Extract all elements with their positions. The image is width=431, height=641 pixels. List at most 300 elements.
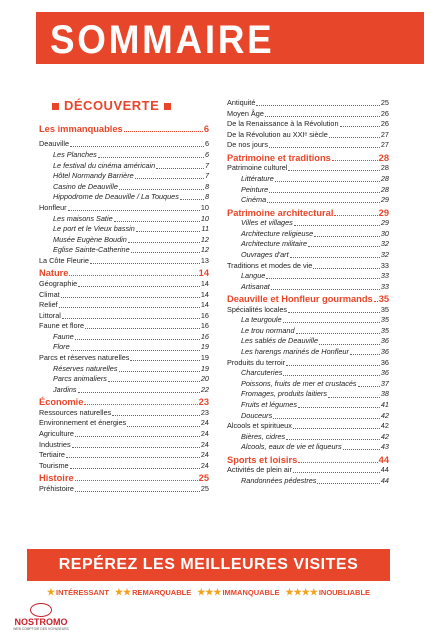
- toc-page-number: 28: [380, 184, 389, 194]
- leader-dots: [265, 116, 380, 117]
- leader-dots: [288, 170, 379, 171]
- toc-entry-row[interactable]: [39, 235, 209, 246]
- legend-label: IMMANQUABLE: [222, 587, 280, 597]
- leader-dots: [136, 231, 201, 232]
- toc-page-number: 8: [204, 192, 209, 202]
- toc-page-number: 25: [200, 483, 209, 493]
- toc-entry-title: Activités de plein air: [227, 465, 292, 475]
- toc-page-number: 30: [380, 228, 389, 238]
- section-heading-decouverte: [52, 98, 171, 113]
- leader-dots: [275, 181, 380, 182]
- toc-entry-title: Langue: [241, 271, 266, 281]
- toc-page-number: 32: [380, 249, 389, 259]
- toc-entry-title: Ouvrages d'art: [241, 249, 289, 259]
- toc-entry-title: Climat: [39, 289, 60, 299]
- toc-entry-title: Architecture religieuse: [241, 228, 314, 238]
- toc-entry-row[interactable]: [227, 389, 389, 400]
- toc-entry-title: Deauville: [39, 139, 70, 149]
- toc-entry-row[interactable]: [39, 171, 209, 182]
- square-bullet-icon: [164, 103, 171, 110]
- rating-legend: [27, 581, 390, 603]
- leader-dots: [271, 289, 380, 290]
- toc-entry-row[interactable]: [227, 229, 389, 240]
- toc-entry-title: Fruits et légumes: [241, 400, 297, 410]
- leader-dots: [298, 462, 377, 463]
- toc-page-number: 25: [380, 98, 389, 107]
- toc-entry-row[interactable]: [227, 368, 389, 379]
- leader-dots: [283, 322, 380, 323]
- toc-page-number: 43: [380, 442, 389, 452]
- toc-entry-row[interactable]: [227, 261, 389, 272]
- leader-dots: [290, 257, 380, 258]
- toc-entry-row[interactable]: [227, 98, 389, 109]
- toc-entry-row[interactable]: [227, 411, 389, 422]
- toc-entry-title: Sports et loisirs: [227, 454, 298, 465]
- toc-entry-row[interactable]: [227, 271, 389, 282]
- leader-dots: [119, 189, 204, 190]
- toc-entry-row[interactable]: [39, 245, 209, 256]
- toc-left-column: [39, 122, 209, 494]
- toc-entry-title: Moyen Âge: [227, 108, 264, 118]
- toc-entry-title: Fromages, produits laitiers: [241, 389, 327, 399]
- toc-entry-title: Littérature: [241, 173, 274, 183]
- toc-right-column: [227, 98, 389, 487]
- toc-entry-title: Industries: [39, 439, 71, 449]
- leader-dots: [75, 491, 200, 492]
- toc-page-number: 13: [200, 255, 209, 265]
- leader-dots: [328, 397, 380, 398]
- toc-entry-row[interactable]: [39, 429, 209, 440]
- toc-page-number: 29: [378, 207, 389, 218]
- leader-dots: [256, 105, 379, 106]
- leader-dots: [343, 449, 380, 450]
- toc-entry-title: Littoral: [39, 310, 61, 320]
- leader-dots: [350, 354, 380, 355]
- leader-dots: [286, 365, 380, 366]
- toc-page-number: 7: [204, 160, 209, 170]
- toc-entry-row[interactable]: [227, 400, 389, 411]
- toc-page-number: 6: [204, 139, 209, 149]
- toc-page-number: 24: [200, 439, 209, 449]
- leader-dots: [332, 160, 378, 161]
- toc-page-number: 29: [380, 195, 389, 205]
- star-icon: ★: [46, 586, 55, 597]
- toc-entry-row[interactable]: [39, 408, 209, 419]
- toc-entry-title: Hippodrome de Deauville / La Touques: [53, 192, 179, 202]
- toc-page-number: 23: [200, 407, 209, 417]
- toc-page-number: 11: [201, 224, 209, 234]
- toc-page-number: 35: [380, 304, 389, 314]
- toc-entry-title: Traditions et modes de vie: [227, 260, 313, 270]
- toc-entry-title: Les immanquables: [39, 123, 123, 134]
- publisher-logo: [6, 603, 76, 637]
- toc-entry-row[interactable]: [39, 321, 209, 332]
- toc-page-number: 19: [200, 353, 209, 363]
- leader-dots: [293, 428, 380, 429]
- leader-dots: [124, 131, 203, 132]
- toc-chapter-row[interactable]: [39, 395, 209, 407]
- leader-dots: [85, 328, 200, 329]
- toc-entry-title: Parcs animaliers: [53, 374, 107, 384]
- toc-entry-row[interactable]: [227, 347, 389, 358]
- leader-dots: [267, 202, 380, 203]
- toc-entry-title: Villes et villages: [241, 218, 293, 228]
- toc-entry-title: Douceurs: [241, 410, 273, 420]
- toc-entry-row[interactable]: [39, 300, 209, 311]
- toc-entry-row[interactable]: [227, 305, 389, 316]
- toc-page-number: 36: [380, 336, 389, 346]
- toc-page-number: 24: [200, 450, 209, 460]
- toc-entry-title: Relief: [39, 300, 58, 310]
- toc-entry-title: Patrimoine culturel: [227, 163, 288, 173]
- leader-dots: [180, 199, 204, 200]
- toc-entry-title: Antiquité: [227, 98, 256, 107]
- toc-chapter-row[interactable]: [39, 471, 209, 483]
- legend-item: [286, 587, 371, 598]
- toc-entry-title: De la Révolution au XXIᵉ siècle: [227, 129, 328, 139]
- toc-entry-row[interactable]: [227, 250, 389, 261]
- toc-entry-title: Artisanat: [241, 281, 270, 291]
- leader-dots: [78, 286, 200, 287]
- toc-entry-row[interactable]: [227, 282, 389, 293]
- toc-entry-row[interactable]: [227, 185, 389, 196]
- toc-page-number: 10: [200, 202, 209, 212]
- toc-entry-row[interactable]: [39, 224, 209, 235]
- toc-entry-row[interactable]: [227, 174, 389, 185]
- toc-page-number: 28: [380, 163, 389, 173]
- toc-entry-row[interactable]: [227, 476, 389, 487]
- leader-dots: [294, 225, 380, 226]
- toc-entry-title: Randonnées pédestres: [241, 475, 317, 485]
- toc-entry-row[interactable]: [39, 484, 209, 495]
- toc-page-number: 16: [200, 321, 209, 331]
- leader-dots: [69, 275, 197, 276]
- toc-page-number: 33: [380, 260, 389, 270]
- toc-page-number: 26: [380, 108, 389, 118]
- toc-entry-row[interactable]: [39, 374, 209, 385]
- logo-tagline: WEB COMPTOIR DES VOYAGEURS: [13, 627, 69, 631]
- toc-entry-title: La Côte Fleurie: [39, 255, 89, 265]
- toc-page-number: 16: [200, 331, 209, 341]
- leader-dots: [61, 297, 200, 298]
- toc-page-number: 32: [380, 239, 389, 249]
- leader-dots: [112, 415, 200, 416]
- toc-entry-title: Les Planches: [53, 149, 97, 159]
- toc-page-number: 14: [200, 278, 209, 288]
- toc-entry-row[interactable]: [227, 195, 389, 206]
- toc-page-number: 44: [380, 465, 389, 475]
- star-icon: ★★: [114, 586, 132, 597]
- toc-page-number: 28: [380, 173, 389, 183]
- toc-entry-title: Peinture: [241, 184, 269, 194]
- toc-entry-title: Agriculture: [39, 429, 74, 439]
- toc-entry-title: Hôtel Normandy Barrière: [53, 171, 134, 181]
- toc-page-number: 8: [204, 181, 209, 191]
- toc-entry-title: Réserves naturelles: [53, 363, 118, 373]
- toc-page-number: 23: [198, 397, 209, 408]
- toc-page-number: 35: [380, 315, 389, 325]
- toc-entry-title: De la Renaissance à la Révolution: [227, 119, 339, 129]
- toc-entry-row[interactable]: [227, 442, 389, 453]
- toc-entry-row[interactable]: [39, 139, 209, 150]
- toc-chapter-row[interactable]: [227, 292, 389, 304]
- toc-entry-title: Musée Eugène Boudin: [53, 234, 127, 244]
- toc-entry-row[interactable]: [39, 182, 209, 193]
- leader-dots: [266, 278, 380, 279]
- leader-dots: [71, 350, 200, 351]
- banner-title: REPÉREZ LES MEILLEURES VISITES: [27, 549, 390, 581]
- leader-dots: [78, 392, 200, 393]
- toc-page-number: 10: [200, 213, 209, 223]
- toc-entry-title: Faune: [53, 331, 74, 341]
- toc-entry-title: Faune et flore: [39, 321, 85, 331]
- toc-entry-title: Tourisme: [39, 460, 69, 470]
- toc-entry-title: Histoire: [39, 473, 74, 484]
- toc-entry-title: Deauville et Honfleur gourmands: [227, 294, 373, 305]
- toc-page-number: 16: [200, 310, 209, 320]
- toc-entry-title: Alcools et spiritueux: [227, 421, 292, 431]
- toc-entry-title: De nos jours: [227, 140, 268, 150]
- leader-dots: [84, 404, 197, 405]
- toc-entry-row[interactable]: [227, 109, 389, 120]
- globe-icon: [30, 603, 52, 617]
- toc-page-number: 36: [380, 347, 389, 357]
- toc-entry-row[interactable]: [39, 256, 209, 267]
- page-title: SOMMAIRE: [50, 18, 275, 62]
- toc-entry-title: Tertiaire: [39, 450, 65, 460]
- toc-entry-title: Charcuteries: [241, 368, 283, 378]
- toc-page-number: 6: [203, 123, 209, 134]
- toc-entry-row[interactable]: [39, 203, 209, 214]
- toc-page-number: 42: [380, 421, 389, 431]
- leader-dots: [334, 215, 377, 216]
- toc-entry-row[interactable]: [227, 315, 389, 326]
- toc-entry-row[interactable]: [39, 440, 209, 451]
- toc-entry-row[interactable]: [227, 218, 389, 229]
- leader-dots: [62, 318, 200, 319]
- leader-dots: [269, 192, 380, 193]
- leader-dots: [293, 472, 380, 473]
- toc-entry-title: Économie: [39, 397, 84, 408]
- leader-dots: [72, 447, 200, 448]
- toc-entry-row[interactable]: [39, 311, 209, 322]
- toc-entry-title: Ressources naturelles: [39, 407, 112, 417]
- toc-page-number: 7: [204, 171, 209, 181]
- toc-page-number: 37: [380, 378, 389, 388]
- leader-dots: [68, 210, 200, 211]
- leader-dots: [273, 418, 380, 419]
- toc-page-number: 42: [380, 410, 389, 420]
- toc-entry-row[interactable]: [39, 192, 209, 203]
- leader-dots: [66, 457, 200, 458]
- toc-entry-title: La teurgoule: [241, 315, 282, 325]
- toc-page-number: 44: [380, 475, 389, 485]
- toc-entry-row[interactable]: [227, 358, 389, 369]
- toc-entry-row[interactable]: [227, 239, 389, 250]
- toc-entry-title: Parcs et réserves naturelles: [39, 353, 130, 363]
- leader-dots: [374, 301, 378, 302]
- toc-entry-row[interactable]: [227, 465, 389, 476]
- best-visits-banner: [27, 549, 390, 607]
- toc-entry-row[interactable]: [39, 214, 209, 225]
- leader-dots: [340, 126, 380, 127]
- toc-entry-title: Spécialités locales: [227, 304, 288, 314]
- toc-chapter-row[interactable]: [227, 453, 389, 465]
- toc-entry-row[interactable]: [39, 461, 209, 472]
- toc-entry-row[interactable]: [39, 364, 209, 375]
- leader-dots: [317, 483, 379, 484]
- toc-page-number: 19: [200, 342, 209, 352]
- leader-dots: [298, 407, 380, 408]
- legend-label: REMARQUABLE: [132, 587, 192, 597]
- toc-entry-row[interactable]: [227, 336, 389, 347]
- leader-dots: [75, 339, 200, 340]
- leader-dots: [135, 178, 204, 179]
- toc-entry-row[interactable]: [39, 342, 209, 353]
- toc-page-number: 28: [378, 152, 389, 163]
- toc-page-number: 44: [378, 454, 389, 465]
- toc-entry-title: Les maisons Satie: [53, 213, 113, 223]
- toc-entry-title: Produits du terroir: [227, 357, 285, 367]
- toc-page-number: 42: [380, 431, 389, 441]
- toc-entry-title: Géographie: [39, 278, 78, 288]
- toc-entry-title: Honfleur: [39, 202, 67, 212]
- toc-entry-row[interactable]: [39, 150, 209, 161]
- toc-entry-title: Jardins: [53, 384, 77, 394]
- toc-entry-row[interactable]: [39, 450, 209, 461]
- leader-dots: [108, 381, 200, 382]
- toc-page-number: 12: [200, 245, 209, 255]
- leader-dots: [114, 221, 200, 222]
- toc-entry-row[interactable]: [227, 326, 389, 337]
- leader-dots: [286, 439, 380, 440]
- star-icon: ★★★★: [285, 586, 318, 597]
- toc-page-number: 25: [198, 473, 209, 484]
- legend-label: INOUBLIABLE: [318, 587, 371, 597]
- toc-entry-row[interactable]: [227, 421, 389, 432]
- toc-page-number: 14: [200, 289, 209, 299]
- toc-page-number: 26: [380, 119, 389, 129]
- toc-page-number: 24: [200, 418, 209, 428]
- legend-label: INTÉRESSANT: [56, 587, 109, 597]
- toc-entry-row[interactable]: [227, 130, 389, 141]
- toc-entry-row[interactable]: [227, 140, 389, 151]
- toc-page-number: 14: [200, 300, 209, 310]
- toc-entry-row[interactable]: [227, 119, 389, 130]
- leader-dots: [70, 146, 204, 147]
- toc-entry-title: Casino de Deauville: [53, 181, 118, 191]
- toc-page-number: 38: [380, 389, 389, 399]
- toc-entry-title: Patrimoine architectural: [227, 207, 334, 218]
- toc-entry-row[interactable]: [39, 279, 209, 290]
- toc-page-number: 24: [200, 460, 209, 470]
- logo-name: NOSTROMO: [14, 617, 68, 627]
- toc-chapter-row[interactable]: [39, 267, 209, 279]
- leader-dots: [288, 312, 380, 313]
- leader-dots: [90, 263, 200, 264]
- leader-dots: [128, 242, 200, 243]
- toc-page-number: 35: [378, 294, 390, 305]
- toc-entry-title: Le festival du cinéma américain: [53, 160, 156, 170]
- leader-dots: [308, 246, 380, 247]
- legend-item: [115, 587, 191, 598]
- toc-page-number: 41: [380, 400, 389, 410]
- toc-chapter-row[interactable]: [227, 206, 389, 218]
- toc-page-number: 6: [204, 149, 209, 159]
- toc-page-number: 24: [200, 429, 209, 439]
- toc-entry-title: Les sablés de Deauville: [241, 336, 319, 346]
- toc-entry-title: Cinéma: [241, 195, 267, 205]
- toc-chapter-row[interactable]: [227, 151, 389, 163]
- leader-dots: [131, 252, 200, 253]
- toc-page-number: 29: [380, 218, 389, 228]
- toc-page-number: 27: [380, 140, 389, 150]
- leader-dots: [314, 236, 380, 237]
- toc-entry-title: Environnement et énergies: [39, 418, 127, 428]
- leader-dots: [156, 168, 204, 169]
- toc-entry-title: Flore: [53, 342, 70, 352]
- toc-entry-title: Le trou normand: [241, 325, 295, 335]
- leader-dots: [283, 375, 380, 376]
- toc-page-number: 33: [380, 271, 389, 281]
- toc-entry-title: Bières, cidres: [241, 431, 286, 441]
- toc-entry-row[interactable]: [39, 290, 209, 301]
- leader-dots: [296, 333, 380, 334]
- toc-entry-row[interactable]: [39, 353, 209, 364]
- toc-entry-row[interactable]: [39, 418, 209, 429]
- leader-dots: [98, 157, 204, 158]
- leader-dots: [59, 307, 200, 308]
- toc-entry-row[interactable]: [227, 432, 389, 443]
- toc-page-number: 27: [380, 129, 389, 139]
- legend-item: [47, 587, 109, 598]
- toc-entry-title: Architecture militaire: [241, 239, 308, 249]
- toc-entry-title: Nature: [39, 268, 69, 279]
- toc-entry-row[interactable]: [227, 163, 389, 174]
- toc-entry-title: Le port et le Vieux bassin: [53, 224, 135, 234]
- toc-page-number: 36: [380, 368, 389, 378]
- leader-dots: [319, 344, 380, 345]
- toc-page-number: 14: [198, 268, 209, 279]
- toc-entry-title: Les harengs marinés de Honfleur: [241, 347, 349, 357]
- toc-entry-title: Eglise Sainte-Catherine: [53, 245, 130, 255]
- toc-page-number: 36: [380, 357, 389, 367]
- toc-page-number: 35: [380, 325, 389, 335]
- toc-page-number: 22: [200, 384, 209, 394]
- toc-entry-row[interactable]: [39, 385, 209, 396]
- leader-dots: [75, 480, 198, 481]
- leader-dots: [358, 386, 380, 387]
- leader-dots: [130, 360, 199, 361]
- leader-dots: [119, 371, 200, 372]
- leader-dots: [269, 147, 380, 148]
- toc-page-number: 12: [200, 234, 209, 244]
- page-header: [14, 6, 424, 64]
- toc-page-number: 20: [200, 374, 209, 384]
- leader-dots: [75, 436, 200, 437]
- toc-entry-row[interactable]: [227, 379, 389, 390]
- toc-chapter-row[interactable]: [39, 122, 209, 134]
- toc-page-number: 33: [380, 281, 389, 291]
- legend-item: [197, 587, 279, 598]
- toc-page-number: 19: [200, 363, 209, 373]
- star-icon: ★★★: [197, 586, 222, 597]
- toc-entry-title: Alcools, eaux de vie et liqueurs: [241, 442, 342, 452]
- toc-entry-row[interactable]: [39, 332, 209, 343]
- toc-entry-title: Poissons, fruits de mer et crustacés: [241, 378, 357, 388]
- leader-dots: [70, 468, 200, 469]
- toc-entry-row[interactable]: [39, 161, 209, 172]
